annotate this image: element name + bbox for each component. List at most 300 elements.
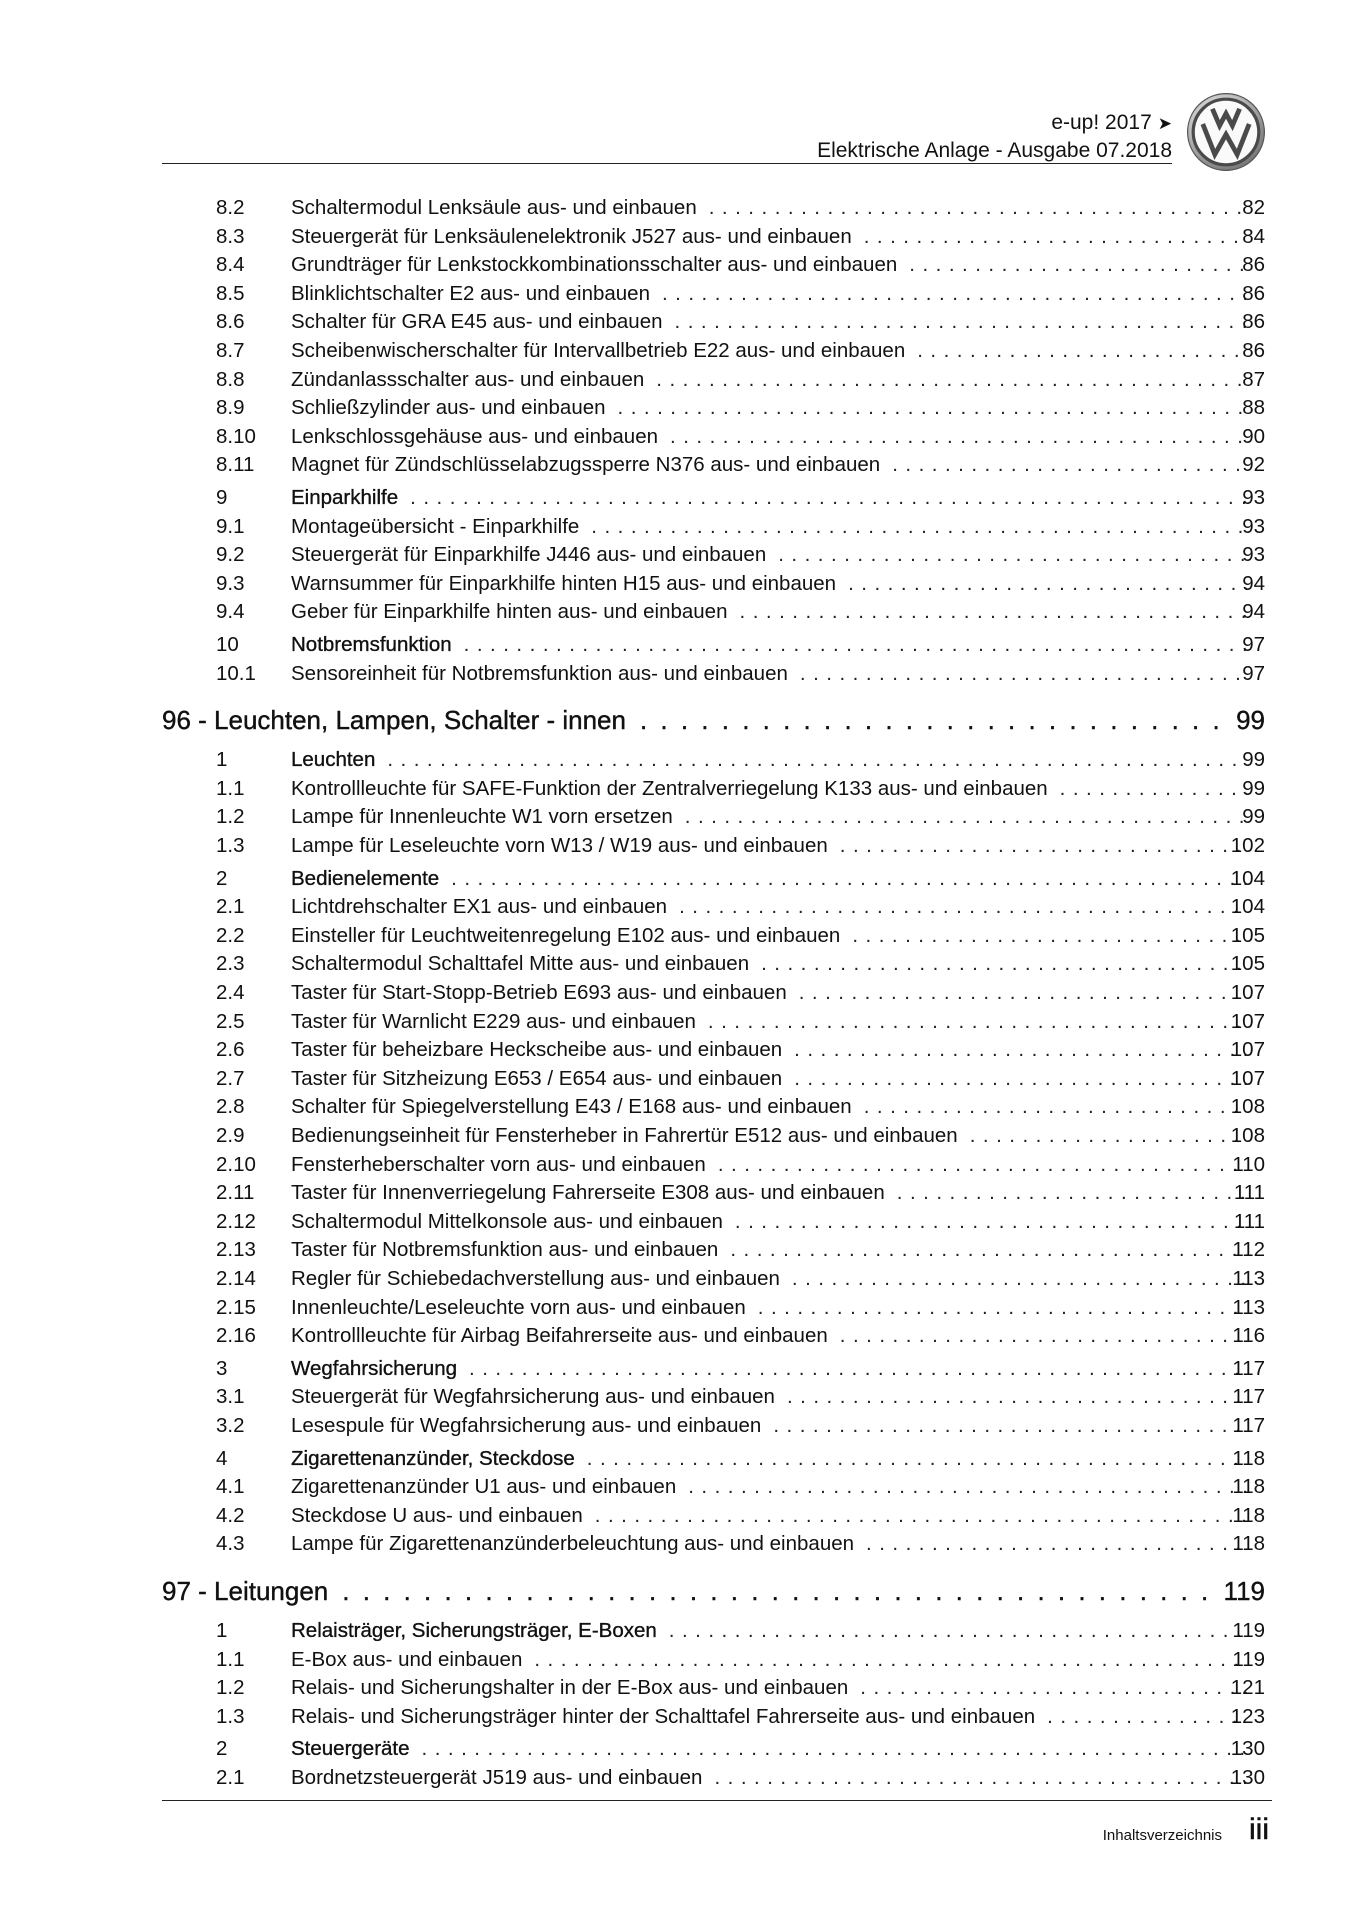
toc-title: Schalter für Spiegelverstellung E43 / E168 aus- und einbauen	[291, 1095, 852, 1119]
dot-leader	[685, 803, 1247, 831]
toc-page: 86	[1242, 310, 1265, 334]
header-divider	[162, 163, 1172, 164]
toc-number: 1.2	[216, 805, 245, 829]
toc-number: 4.3	[216, 1532, 245, 1556]
toc-entry[interactable]	[0, 775, 1357, 803]
dot-leader	[800, 660, 1247, 688]
dot-leader	[675, 308, 1247, 336]
toc-title-line	[291, 1008, 1259, 1036]
toc-entry[interactable]	[0, 1530, 1357, 1558]
toc-title-line	[291, 598, 1259, 626]
toc-number: 2.7	[216, 1066, 245, 1090]
toc-page: 90	[1242, 424, 1265, 448]
toc-title-line	[291, 251, 1259, 279]
dot-leader	[662, 280, 1247, 308]
toc-number: 8.10	[216, 424, 256, 448]
toc-section[interactable]	[0, 865, 1357, 893]
toc-title-line	[291, 1764, 1259, 1792]
toc-page: 118	[1232, 1503, 1265, 1527]
toc-page: 117	[1232, 1385, 1265, 1409]
toc-page: 116	[1232, 1324, 1265, 1348]
toc-title-line	[291, 308, 1259, 336]
toc-title: Taster für beheizbare Heckscheibe aus- und einbauen	[291, 1038, 783, 1062]
toc-entry[interactable]	[0, 194, 1357, 222]
toc-entry[interactable]	[0, 541, 1357, 569]
toc-title-line	[291, 366, 1259, 394]
toc-title-line	[291, 570, 1259, 598]
toc-page: 130	[1230, 1766, 1265, 1789]
toc-entry[interactable]	[0, 1473, 1357, 1501]
toc-number: 9.1	[216, 514, 245, 538]
toc-title-line	[291, 394, 1259, 422]
footer-page-number: iii	[1249, 1813, 1269, 1846]
dot-leader	[892, 451, 1247, 479]
toc-entry[interactable]	[0, 1265, 1357, 1293]
vw-logo	[1186, 92, 1266, 172]
toc-title-line	[291, 1151, 1259, 1179]
toc-page: 88	[1242, 396, 1265, 420]
toc-chapter-page: 119	[1223, 1576, 1265, 1606]
toc-number: 8.2	[216, 196, 245, 219]
dot-leader	[670, 423, 1247, 451]
toc-title: Schalter für GRA E45 aus- und einbauen	[291, 310, 663, 334]
dot-leader	[679, 893, 1247, 921]
toc-title: Grundträger für Lenkstockkombinationsschalter aus- und einbauen	[291, 253, 898, 277]
dot-leader	[866, 1530, 1247, 1558]
toc-title-line	[291, 1445, 1259, 1473]
toc-page: 112	[1232, 1238, 1265, 1262]
toc-title: Notbremsfunktion	[291, 633, 452, 656]
toc-entry[interactable]	[0, 1151, 1357, 1179]
toc-page: 130	[1230, 1737, 1265, 1761]
toc-number: 8.3	[216, 224, 245, 248]
dot-leader	[848, 570, 1247, 598]
toc-title: Taster für Warnlicht E229 aus- und einbauen	[291, 1009, 696, 1033]
toc-entry[interactable]	[0, 366, 1357, 394]
dot-leader	[708, 1008, 1247, 1036]
toc-title: Fensterheberschalter vorn aus- und einbauen	[291, 1152, 706, 1176]
toc-title: Lampe für Innenleuchte W1 vorn ersetzen	[291, 805, 673, 829]
toc-page: 92	[1242, 453, 1265, 477]
toc-entry[interactable]	[0, 1383, 1357, 1411]
toc-title: Taster für Start-Stopp-Betrieb E693 aus- und einbauen	[291, 981, 787, 1004]
toc-entry[interactable]	[0, 451, 1357, 479]
header-model	[572, 110, 1172, 137]
dot-leader	[735, 1208, 1247, 1236]
toc-title: Einsteller für Leuchtweitenregelung E102 aus- und einbauen	[291, 923, 841, 947]
toc-chapter[interactable]	[0, 1573, 1357, 1609]
toc-page: 117	[1232, 1414, 1265, 1437]
toc-title: Wegfahrsicherung	[291, 1356, 457, 1380]
toc-number: 3.1	[216, 1385, 245, 1409]
toc-title: Steuergerät für Einparkhilfe J446 aus- und einbauen	[291, 543, 767, 567]
toc-number: 1.3	[216, 834, 245, 857]
dot-leader	[469, 1355, 1247, 1383]
toc-title: Einparkhilfe	[291, 486, 399, 509]
toc-title-line	[291, 484, 1259, 512]
dot-leader	[787, 1383, 1247, 1411]
toc-number: 10.1	[216, 661, 256, 685]
toc-entry[interactable]	[0, 1674, 1357, 1702]
toc-page: 93	[1242, 486, 1265, 509]
toc-title-line	[291, 950, 1259, 978]
dot-leader	[864, 1093, 1247, 1121]
toc-number: 2	[216, 1737, 228, 1761]
toc-page: 105	[1230, 923, 1265, 947]
toc-title-line	[291, 1735, 1259, 1763]
toc-page: 110	[1232, 1152, 1265, 1176]
toc-title-line	[291, 865, 1259, 893]
toc-entry[interactable]	[0, 1646, 1357, 1674]
toc-title: Steckdose U aus- und einbauen	[291, 1503, 583, 1527]
toc-number: 2.5	[216, 1009, 245, 1033]
toc-entry[interactable]	[0, 423, 1357, 451]
toc-page: 123	[1230, 1704, 1265, 1728]
toc-entry[interactable]	[0, 1093, 1357, 1121]
dot-leader	[860, 1674, 1247, 1702]
toc-title-line	[291, 513, 1259, 541]
dot-leader	[595, 1502, 1247, 1530]
toc-title-line	[291, 1617, 1259, 1645]
toc-section[interactable]	[0, 1355, 1357, 1383]
toc-entry[interactable]	[0, 1322, 1357, 1350]
toc-number: 9	[216, 486, 228, 509]
toc-section[interactable]	[0, 746, 1357, 774]
toc-page: 107	[1230, 1038, 1265, 1062]
toc-number: 9.3	[216, 571, 245, 595]
toc-chapter-title: 96 - Leuchten, Lampen, Schalter - innen	[162, 705, 626, 736]
toc-number: 8.4	[216, 253, 245, 277]
toc-title-line	[291, 1502, 1259, 1530]
toc-title-line	[291, 979, 1259, 1007]
toc-page: 111	[1233, 1209, 1265, 1233]
toc-number: 8.11	[216, 453, 255, 477]
toc-title: Bedienelemente	[291, 866, 440, 890]
toc-entry[interactable]	[0, 1412, 1357, 1440]
dot-leader	[758, 1294, 1247, 1322]
dot-leader	[778, 541, 1247, 569]
toc-page: 108	[1230, 1095, 1265, 1119]
dot-leader	[852, 922, 1247, 950]
toc-page: 84	[1242, 224, 1265, 248]
dot-leader	[342, 1573, 1209, 1609]
toc-entry[interactable]	[0, 979, 1357, 1007]
toc-title: Bedienungseinheit für Fensterheber in Fahrertür E512 aus- und einbauen	[291, 1124, 958, 1147]
toc-entry[interactable]	[0, 893, 1357, 921]
toc-title-line	[291, 1355, 1259, 1383]
toc-title-line	[291, 451, 1259, 479]
toc-number: 2.11	[216, 1181, 255, 1205]
toc-title: Taster für Innenverriegelung Fahrerseite E308 aus- und einbauen	[291, 1181, 885, 1205]
toc-entry[interactable]	[0, 1036, 1357, 1064]
dot-leader	[387, 746, 1247, 774]
toc-entry[interactable]	[0, 598, 1357, 626]
toc-title: E-Box aus- und einbauen	[291, 1647, 523, 1671]
toc-entry[interactable]	[0, 950, 1357, 978]
toc-entry[interactable]	[0, 251, 1357, 279]
toc-number: 2.15	[216, 1295, 256, 1319]
toc-title-line	[291, 1236, 1259, 1264]
toc-page: 117	[1232, 1356, 1265, 1380]
toc-title-line	[291, 832, 1259, 860]
toc-number: 8.9	[216, 396, 245, 420]
toc-number: 3	[216, 1356, 228, 1380]
toc-page: 121	[1230, 1676, 1265, 1700]
dot-leader	[669, 1617, 1247, 1645]
dot-leader	[451, 865, 1247, 893]
dot-leader	[840, 1322, 1247, 1350]
toc-entry[interactable]	[0, 394, 1357, 422]
toc-title-line	[291, 1703, 1259, 1731]
toc-title: Steuergeräte	[291, 1737, 410, 1761]
toc-entry[interactable]	[0, 280, 1357, 308]
toc-title-line	[291, 1322, 1259, 1350]
toc-entry[interactable]	[0, 1008, 1357, 1036]
dot-leader	[587, 1445, 1247, 1473]
toc-title-line	[291, 1265, 1259, 1293]
toc-chapter-page: 99	[1236, 705, 1265, 736]
toc-number: 8.7	[216, 339, 245, 362]
dot-leader	[688, 1473, 1247, 1501]
toc-page: 108	[1230, 1124, 1265, 1147]
next-arrow-icon: ➤	[1157, 114, 1172, 133]
toc-title: Lampe für Leseleuchte vorn W13 / W19 aus- und einbauen	[291, 834, 828, 857]
toc-entry[interactable]	[0, 337, 1357, 365]
toc-page: 119	[1232, 1619, 1265, 1642]
toc-page: 118	[1232, 1475, 1265, 1499]
toc-title-line	[291, 1065, 1259, 1093]
toc-title: Geber für Einparkhilfe hinten aus- und einbauen	[291, 600, 728, 624]
toc-page: 104	[1230, 895, 1265, 919]
toc-title: Bordnetzsteuergerät J519 aus- und einbauen	[291, 1766, 703, 1789]
toc-page: 86	[1242, 281, 1265, 305]
toc-title: Relais- und Sicherungshalter in der E-Box aus- und einbauen	[291, 1676, 849, 1700]
toc-entry[interactable]	[0, 1179, 1357, 1207]
toc-title-line	[291, 775, 1259, 803]
toc-title-line	[291, 1036, 1259, 1064]
toc-page: 105	[1230, 952, 1265, 976]
dot-leader	[799, 979, 1247, 1007]
toc-number: 2	[216, 866, 228, 890]
dot-leader	[909, 251, 1247, 279]
toc-entry[interactable]	[0, 1703, 1357, 1731]
toc-title-line	[291, 746, 1259, 774]
toc-entry[interactable]	[0, 1208, 1357, 1236]
footer-divider	[162, 1800, 1272, 1801]
toc-entry[interactable]	[0, 223, 1357, 251]
toc-page: 113	[1232, 1267, 1265, 1290]
toc-page: 119	[1232, 1647, 1265, 1671]
toc-number: 4.2	[216, 1503, 245, 1527]
toc-number: 2.2	[216, 923, 245, 947]
dot-leader	[761, 950, 1247, 978]
toc-entry[interactable]	[0, 803, 1357, 831]
toc-title-line	[291, 1179, 1259, 1207]
toc-title-line	[291, 1383, 1259, 1411]
dot-leader	[794, 1036, 1247, 1064]
toc-entry[interactable]	[0, 1065, 1357, 1093]
toc-entry[interactable]	[0, 1502, 1357, 1530]
toc-title: Blinklichtschalter E2 aus- und einbauen	[291, 281, 650, 305]
toc-entry[interactable]	[0, 570, 1357, 598]
dot-leader	[718, 1151, 1247, 1179]
dot-leader	[534, 1646, 1247, 1674]
toc-title: Zündanlassschalter aus- und einbauen	[291, 367, 645, 391]
dot-leader	[640, 702, 1222, 738]
toc-number: 9.2	[216, 543, 245, 567]
toc-page: 113	[1232, 1295, 1265, 1319]
dot-leader	[591, 513, 1247, 541]
toc-section[interactable]	[0, 1445, 1357, 1473]
toc-title: Zigarettenanzünder, Steckdose	[291, 1446, 575, 1470]
toc-title: Innenleuchte/Leseleuchte vorn aus- und einbauen	[291, 1295, 746, 1319]
toc-title-line	[291, 631, 1259, 659]
toc-page: 99	[1242, 776, 1265, 800]
toc-title: Steuergerät für Lenksäulenelektronik J527 aus- und einbauen	[291, 224, 852, 248]
toc-section[interactable]	[0, 1735, 1357, 1763]
toc-title: Lenkschlossgehäuse aus- und einbauen	[291, 424, 658, 448]
toc-page: 99	[1242, 748, 1265, 772]
toc-number: 4	[216, 1446, 228, 1470]
header-model-text: e-up! 2017	[1051, 111, 1152, 134]
dot-leader	[740, 598, 1248, 626]
dot-leader	[709, 194, 1247, 222]
toc-title-line	[291, 922, 1259, 950]
toc-title: Schließzylinder aus- und einbauen	[291, 396, 606, 420]
toc-entry[interactable]	[0, 832, 1357, 860]
toc-number: 2.12	[216, 1209, 256, 1233]
toc-page: 93	[1242, 514, 1265, 538]
toc-number: 10	[216, 633, 239, 656]
toc-title-line	[291, 541, 1259, 569]
toc-page: 107	[1230, 1009, 1265, 1033]
toc-title: Schaltermodul Mittelkonsole aus- und einbauen	[291, 1209, 723, 1233]
toc-title: Lichtdrehschalter EX1 aus- und einbauen	[291, 895, 668, 919]
toc-number: 2.9	[216, 1124, 245, 1147]
toc-title-line	[291, 893, 1259, 921]
toc-title-line	[291, 1530, 1259, 1558]
toc-number: 1.1	[216, 776, 245, 800]
toc-number: 2.6	[216, 1038, 245, 1062]
toc-page: 93	[1242, 543, 1265, 567]
toc-title: Montageübersicht - Einparkhilfe	[291, 514, 580, 538]
toc-title-line	[291, 194, 1259, 222]
toc-entry[interactable]	[0, 1294, 1357, 1322]
toc-chapter-line	[162, 1573, 1265, 1609]
toc-page: 94	[1242, 571, 1265, 595]
toc-page: 102	[1230, 834, 1265, 857]
dot-leader	[773, 1412, 1247, 1440]
dot-leader	[897, 1179, 1247, 1207]
toc-title-line	[291, 1473, 1259, 1501]
dot-leader	[794, 1065, 1247, 1093]
toc-chapter-title: 97 - Leitungen	[162, 1576, 329, 1606]
toc-section[interactable]	[0, 1617, 1357, 1645]
toc-title: Kontrollleuchte für Airbag Beifahrerseite aus- und einbauen	[291, 1324, 828, 1348]
toc-title: Taster für Notbremsfunktion aus- und einbauen	[291, 1238, 719, 1262]
toc-number: 1.1	[216, 1647, 245, 1671]
toc-title: Regler für Schiebedachverstellung aus- und einbauen	[291, 1267, 780, 1290]
toc-title-line	[291, 1093, 1259, 1121]
dot-leader	[864, 223, 1247, 251]
header-edition: Elektrische Anlage - Ausgabe 07.2018	[817, 139, 1172, 162]
toc-number: 8.6	[216, 310, 245, 334]
toc-title-line	[291, 223, 1259, 251]
toc-title-line	[291, 423, 1259, 451]
toc-page: 94	[1242, 600, 1265, 624]
footer-label: Inhaltsverzeichnis	[1102, 1827, 1222, 1844]
dot-leader	[656, 366, 1247, 394]
toc-title: Sensoreinheit für Notbremsfunktion aus- und einbauen	[291, 661, 788, 685]
toc-number: 2.13	[216, 1238, 256, 1262]
toc-title: Lesespule für Wegfahrsicherung aus- und einbauen	[291, 1414, 762, 1437]
toc-title-line	[291, 1646, 1259, 1674]
toc-page: 86	[1242, 339, 1265, 362]
toc-number: 9.4	[216, 600, 245, 624]
toc-number: 1	[216, 748, 228, 772]
toc-page: 118	[1232, 1532, 1265, 1556]
toc-number: 2.3	[216, 952, 245, 976]
dot-leader	[618, 394, 1247, 422]
toc-title: Warnsummer für Einparkhilfe hinten H15 aus- und einbauen	[291, 571, 837, 595]
toc-chapter-line	[162, 702, 1265, 738]
toc-number: 2.4	[216, 981, 245, 1004]
toc-title-line	[291, 280, 1259, 308]
toc-title: Magnet für Zündschlüsselabzugssperre N376 aus- und einbauen	[291, 453, 881, 477]
toc-page: 97	[1242, 661, 1265, 685]
dot-leader	[714, 1764, 1247, 1792]
toc-number: 2.14	[216, 1267, 256, 1290]
toc-section[interactable]	[0, 484, 1357, 512]
toc-number: 1.3	[216, 1704, 245, 1728]
toc-entry[interactable]	[0, 308, 1357, 336]
toc-page: 111	[1233, 1181, 1265, 1205]
toc-entry[interactable]	[0, 660, 1357, 688]
toc-chapter[interactable]	[0, 702, 1357, 738]
toc-title-line	[291, 1208, 1259, 1236]
toc-number: 1	[216, 1619, 228, 1642]
toc-section[interactable]	[0, 631, 1357, 659]
toc-title: Lampe für Zigarettenanzünderbeleuchtung aus- und einbauen	[291, 1532, 855, 1556]
toc-page: 97	[1242, 633, 1265, 656]
toc-number: 4.1	[216, 1475, 245, 1499]
toc-page: 82	[1242, 196, 1265, 219]
dot-leader	[730, 1236, 1247, 1264]
toc-page: 104	[1230, 866, 1265, 890]
toc-title-line	[291, 1412, 1259, 1440]
toc-page: 107	[1230, 981, 1265, 1004]
toc-page: 107	[1230, 1066, 1265, 1090]
toc-entry[interactable]	[0, 922, 1357, 950]
toc-number: 2.8	[216, 1095, 245, 1119]
dot-leader	[410, 484, 1247, 512]
toc-number: 8.8	[216, 367, 245, 391]
dot-leader	[464, 631, 1247, 659]
toc-title-line	[291, 1674, 1259, 1702]
toc-entry[interactable]	[0, 1236, 1357, 1264]
toc-title-line	[291, 1122, 1259, 1150]
toc-entry[interactable]	[0, 1122, 1357, 1150]
toc-title: Scheibenwischerschalter für Intervallbetrieb E22 aus- und einbauen	[291, 339, 906, 362]
toc-number: 3.2	[216, 1414, 245, 1437]
toc-entry[interactable]	[0, 513, 1357, 541]
toc-entry[interactable]	[0, 1764, 1357, 1792]
toc-page: 87	[1242, 367, 1265, 391]
toc-number: 2.1	[216, 1766, 245, 1789]
toc-title: Kontrollleuchte für SAFE-Funktion der Zentralverriegelung K133 aus- und einbauen	[291, 776, 1048, 800]
toc-title-line	[291, 1294, 1259, 1322]
toc-page: 86	[1242, 253, 1265, 277]
